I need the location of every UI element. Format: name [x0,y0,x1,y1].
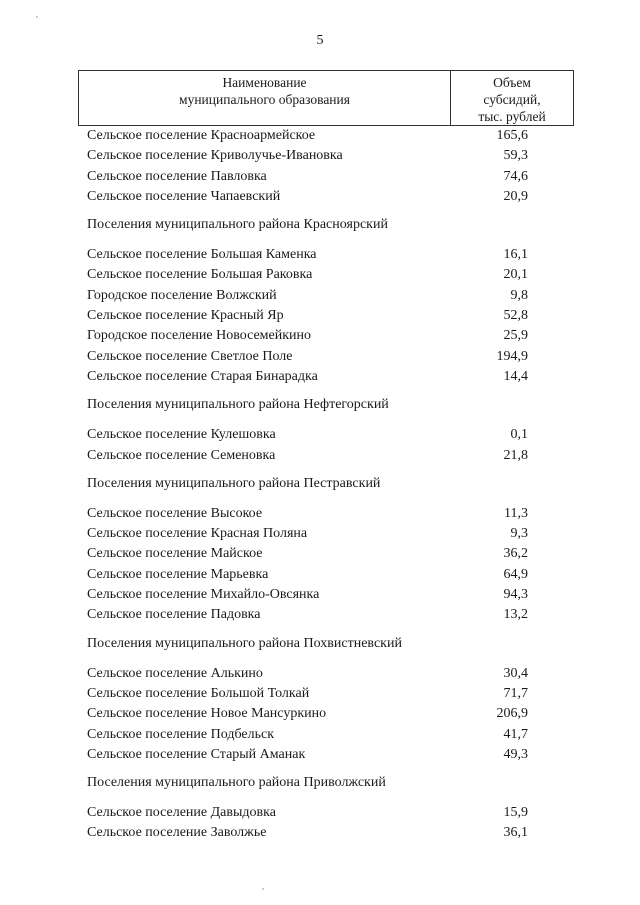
table-row [0,524,640,544]
subsidy-value: 11,3 [504,505,528,521]
municipality-name: Сельское поселение Павловка [87,168,267,184]
table-row [0,585,640,605]
subsidy-value: 59,3 [503,148,528,164]
table-row [0,745,640,765]
header-value-line-2: субсидий, [483,92,541,107]
municipality-name: Сельское поселение Падовка [87,607,261,623]
table-row [0,286,640,306]
subsidy-value: 25,9 [503,328,528,344]
municipality-name: Сельское поселение Криволучье-Ивановка [87,148,343,164]
municipality-name: Сельское поселение Большой Толкай [87,685,310,701]
section-heading [0,634,640,654]
section-title: Поселения муниципального района Приволжский [87,775,386,791]
municipality-name: Сельское поселение Марьевка [87,566,269,582]
table-header [78,70,574,126]
municipality-name: Сельское поселение Майское [87,546,263,562]
subsidy-value: 74,6 [503,168,528,184]
municipality-name: Сельское поселение Светлое Поле [87,348,293,364]
municipality-name: Сельское поселение Старый Аманак [87,746,306,762]
header-name-line-2: муниципального образования [179,92,350,107]
subsidy-value: 41,7 [503,726,528,742]
subsidy-value: 13,2 [503,607,528,623]
municipality-name: Сельское поселение Кулешовка [87,427,276,443]
header-value-line-3: тыс. рублей [478,109,546,124]
municipality-name: Сельское поселение Большая Каменка [87,247,317,263]
section-heading [0,773,640,793]
subsidy-value: 15,9 [503,805,528,821]
subsidy-value: 64,9 [503,566,528,582]
table-row [0,565,640,585]
header-name-line-1: Наименование [222,75,307,90]
table-row [0,347,640,367]
table-row [0,245,640,265]
header-value-column [451,71,573,125]
subsidy-value: 14,4 [503,368,528,384]
table-row [0,704,640,724]
municipality-name: Сельское поселение Красный Яр [87,308,284,324]
municipality-name: Сельское поселение Старая Бинарадка [87,368,318,384]
table-row [0,265,640,285]
subsidy-value: 0,1 [510,427,528,443]
table-row [0,664,640,684]
subsidy-value: 16,1 [503,247,528,263]
subsidy-value: 165,6 [496,128,528,143]
table-row [0,446,640,466]
subsidy-value: 20,1 [503,267,528,283]
page-number: 5 [316,33,324,48]
subsidy-value: 36,1 [503,825,528,841]
subsidy-value: 30,4 [503,665,528,681]
section-heading [0,395,640,415]
municipality-name: Городское поселение Новосемейкино [87,328,312,344]
scan-speck [262,888,264,890]
table-row [0,605,640,625]
header-name-column [79,71,451,125]
subsidy-list [0,126,640,844]
municipality-name: Сельское поселение Подбельск [87,726,274,742]
section-title: Поселения муниципального района Красноярский [87,217,388,233]
subsidy-value: 9,8 [510,287,528,303]
table-row [0,725,640,745]
municipality-name: Сельское поселение Семеновка [87,447,276,463]
subsidy-value: 206,9 [496,706,528,722]
subsidy-value: 194,9 [496,348,528,364]
table-row [0,684,640,704]
municipality-name: Сельское поселение Алькино [87,665,263,681]
municipality-name: Сельское поселение Михайло-Овсянка [87,587,320,603]
section-title: Поселения муниципального района Похвистневский [87,635,402,651]
table-row [0,126,640,146]
municipality-name: Сельское поселение Заволжье [87,825,267,841]
table-row [0,326,640,346]
section-heading [0,215,640,235]
municipality-name: Сельское поселение Чапаевский [87,188,281,204]
subsidy-value: 94,3 [503,587,528,603]
scan-speck [36,16,38,18]
municipality-name: Сельское поселение Красноармейское [87,128,316,143]
table-row [0,146,640,166]
table-row [0,367,640,387]
subsidy-value: 9,3 [510,526,528,542]
section-title: Поселения муниципального района Пестравский [87,475,381,491]
municipality-name: Сельское поселение Новое Мансуркино [87,706,327,722]
subsidy-value: 36,2 [503,546,528,562]
subsidy-value: 49,3 [503,746,528,762]
subsidy-value: 20,9 [503,188,528,204]
subsidy-value: 71,7 [503,685,528,701]
header-value-line-1: Объем [493,75,531,90]
municipality-name: Сельское поселение Высокое [87,505,263,521]
table-row [0,544,640,564]
table-row [0,823,640,843]
subsidy-value: 21,8 [503,447,528,463]
table-row [0,306,640,326]
section-heading [0,474,640,494]
municipality-name: Сельское поселение Большая Раковка [87,267,313,283]
table-row [0,803,640,823]
table-row [0,425,640,445]
section-title: Поселения муниципального района Нефтегорский [87,397,389,413]
subsidy-value: 52,8 [503,308,528,324]
table-row [0,504,640,524]
municipality-name: Городское поселение Волжский [87,287,277,303]
table-row [0,187,640,207]
municipality-name: Сельское поселение Красная Поляна [87,526,308,542]
municipality-name: Сельское поселение Давыдовка [87,805,276,821]
table-row [0,167,640,187]
